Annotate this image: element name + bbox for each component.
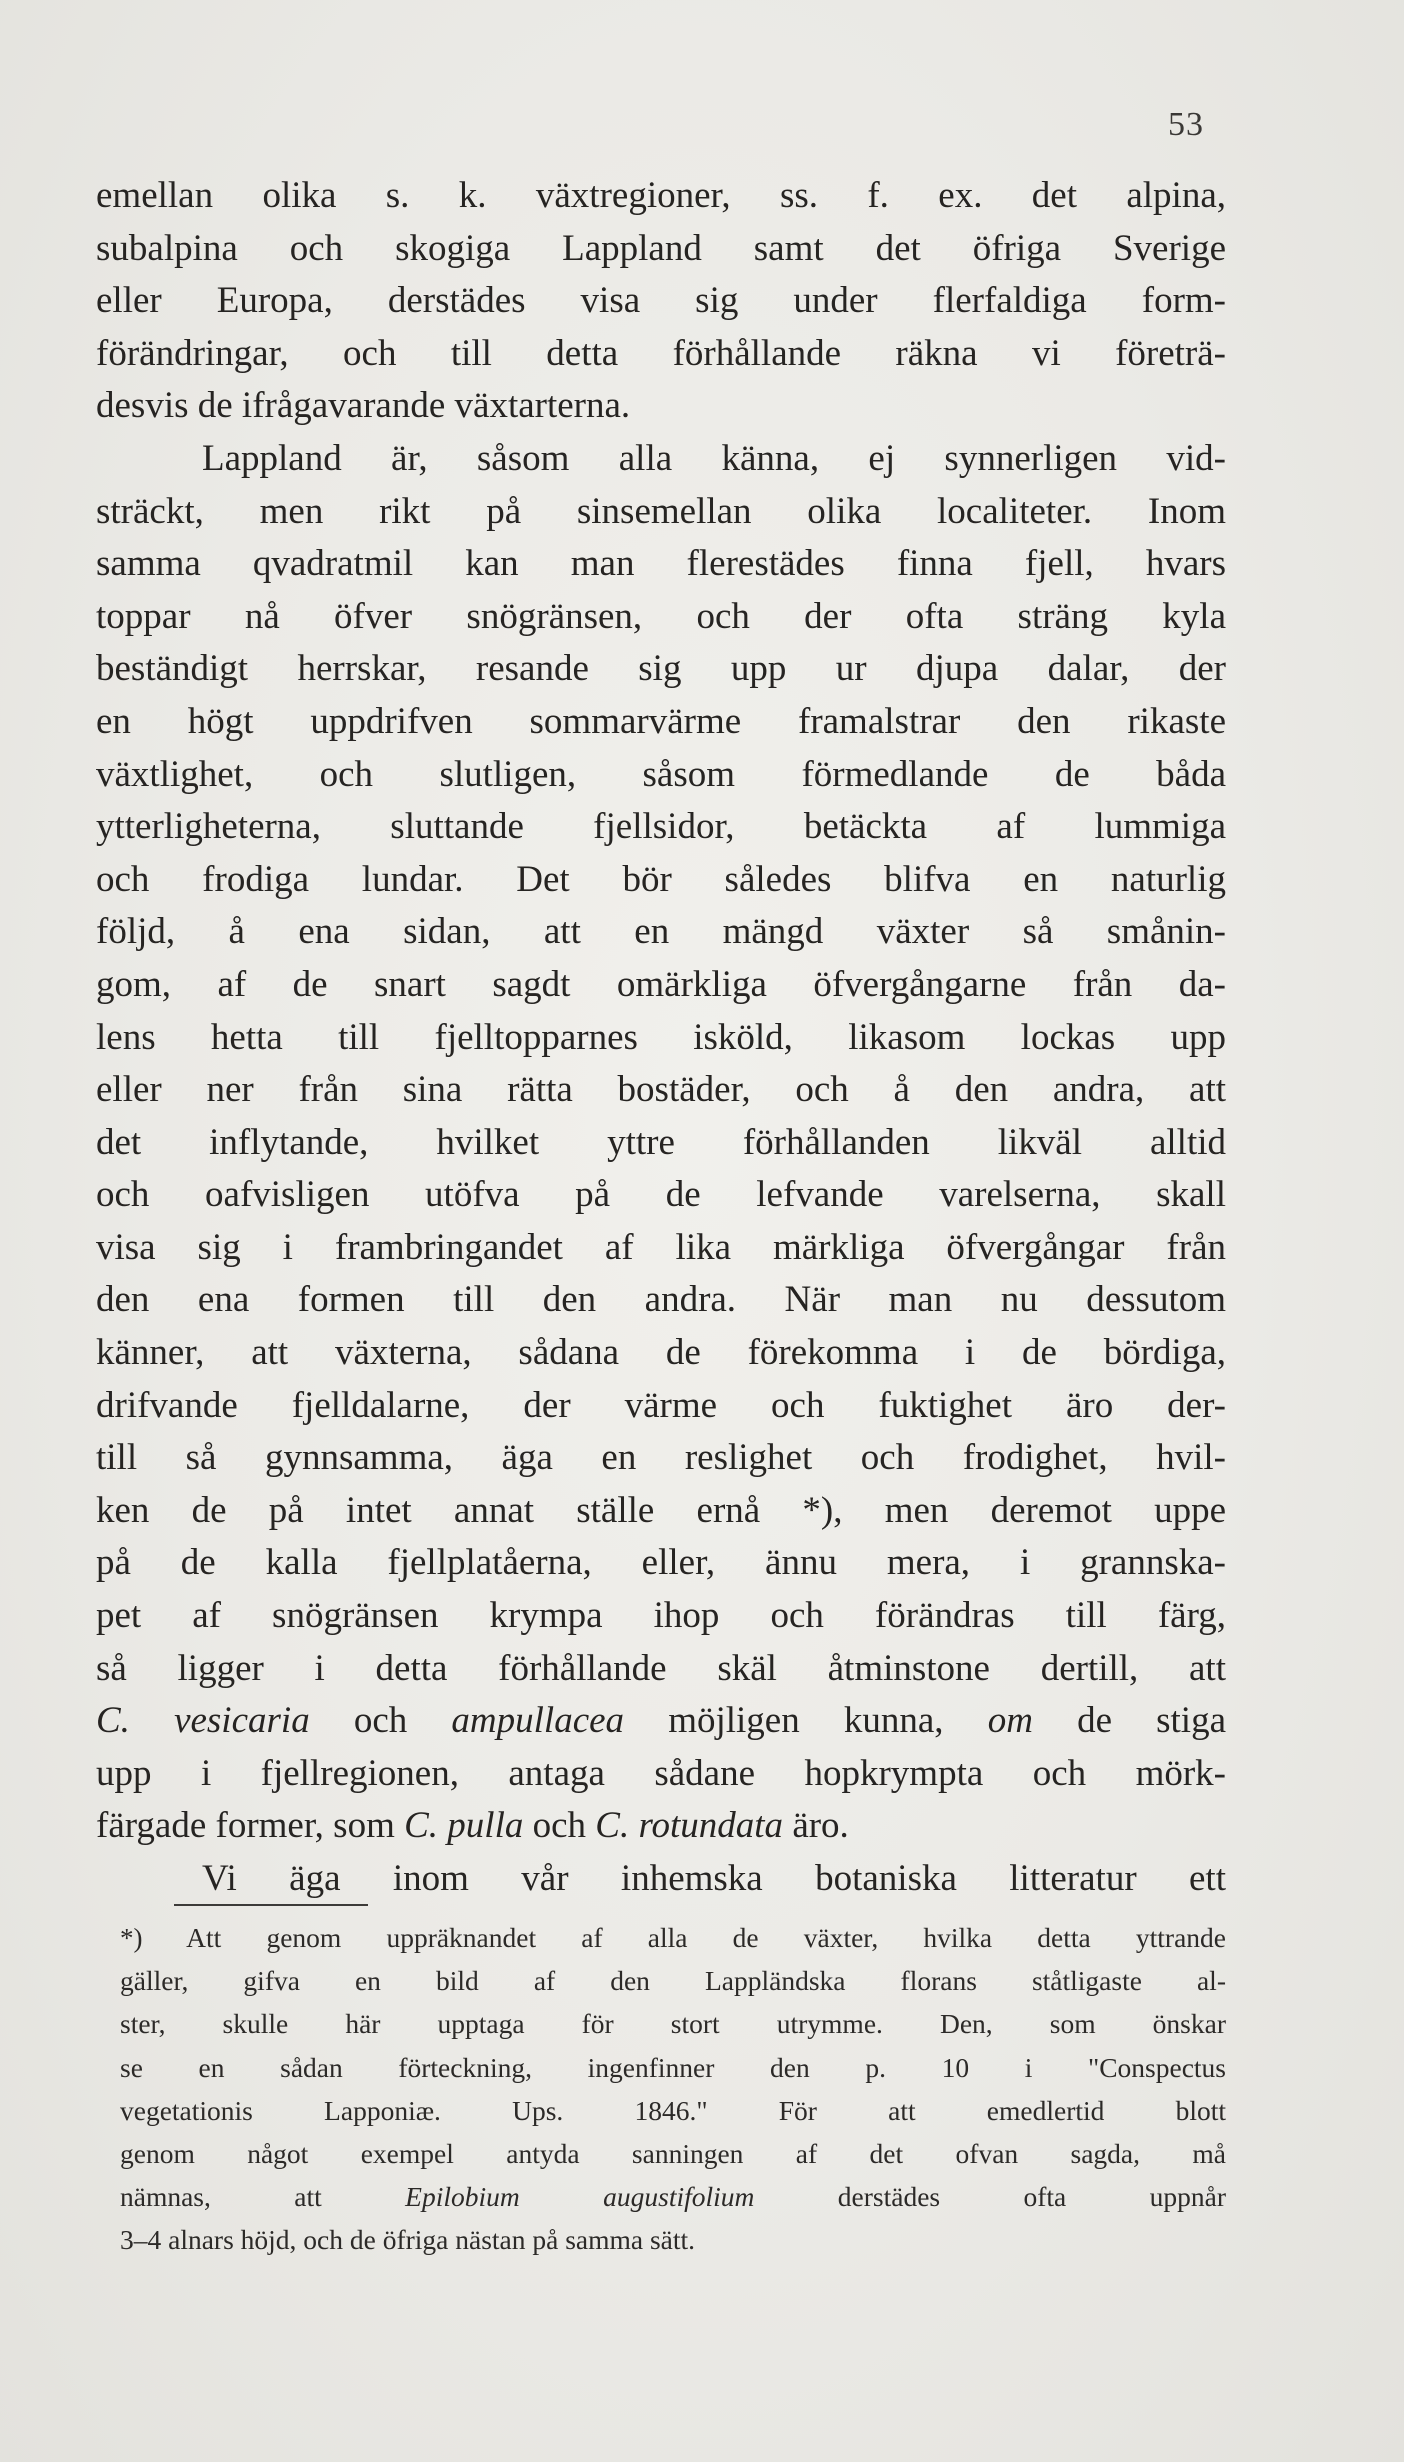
text-line: sträckt, men rikt på sinsemellan olika localiteter. Inom (96, 490, 1226, 532)
page-number: 53 (1168, 106, 1204, 143)
footnote-line: genom något exempel antyda sanningen af det ofvan sagda, må (120, 2137, 1226, 2169)
text-line: följd, å ena sidan, att en mängd växter så smånin- (96, 911, 1226, 953)
footnote-line: se en sådan förteckning, ingenfinner den p. 10 i "Conspectus (120, 2051, 1226, 2083)
text-line: den ena formen till den andra. När man nu dessutom (96, 1279, 1226, 1321)
text-line: ken de på intet annat ställe ernå *), men deremot uppe (96, 1489, 1226, 1531)
text-line: upp i fjellregionen, antaga sådane hopkrympta och mörk- (96, 1752, 1226, 1794)
text-line: känner, att växterna, sådana de förekomma i de bördiga, (96, 1332, 1226, 1374)
text-line: Vi äga inom vår inhemska botaniska litteratur ett (202, 1858, 1226, 1899)
species-name: C. pulla (404, 1805, 524, 1847)
footnote-line: gäller, gifva en bild af den Lappländska florans ståtligaste al- (120, 1965, 1226, 1997)
text-line-species (96, 1695, 1226, 1748)
text-line: så ligger i detta förhållande skäl åtminstone dertill, att (96, 1647, 1226, 1689)
text-line: det inflytande, hvilket yttre förhållanden likväl alltid (96, 1121, 1226, 1163)
text-word: färgade former, som (96, 1805, 395, 1847)
species-name: Epilobium augustifolium (405, 2181, 755, 2213)
text-line: visa sig i frambringandet af lika märkliga öfvergångar från (96, 1226, 1226, 1268)
text-line: subalpina och skogiga Lappland samt det öfriga Sverige (96, 227, 1226, 269)
footnote-line: ster, skulle här upptaga för stort utrymme. Den, som önskar (120, 2008, 1226, 2040)
text-line: gom, af de snart sagdt omärkliga öfvergångarne från da- (96, 963, 1226, 1005)
text-line: pet af snögränsen krympa ihop och förändras till färg, (96, 1595, 1226, 1637)
text-line: emellan olika s. k. växtregioner, ss. f. ex. det alpina, (96, 175, 1226, 216)
footnote-line (120, 1916, 1226, 1959)
text-line: en högt uppdrifven sommarvärme framalstrar den rikaste (96, 700, 1226, 742)
footnote-text: Att genom uppräknandet af alla de växter, hvilka detta yttrande (186, 1922, 1226, 1953)
text-word: derstädes ofta uppnår (837, 2181, 1226, 2213)
text-line: och frodiga lundar. Det bör således blifva en naturlig (96, 858, 1226, 900)
text-word: och (353, 1700, 408, 1742)
footnote-marker: *) (120, 1923, 143, 1953)
footnote (120, 1916, 1226, 2262)
text-line: och oafvisligen utöfva på de lefvande varelserna, skall (96, 1174, 1226, 1216)
species-name: C. vesicaria (96, 1700, 310, 1742)
text-line: drifvande fjelldalarne, der värme och fuktighet äro der- (96, 1384, 1226, 1426)
text-line-species (96, 1800, 1226, 1853)
footnote-divider (174, 1904, 368, 1906)
text-line: desvis de ifrågavarande växtarterna. (96, 385, 631, 427)
footnote-line: 3–4 alnars höjd, och de öfriga nästan på samma sätt. (120, 2224, 696, 2256)
text-line: eller Europa, derstädes visa sig under flerfaldiga form- (96, 280, 1226, 322)
species-name: C. rotundata (595, 1805, 784, 1847)
text-word: de stiga (1077, 1700, 1227, 1742)
text-word: äro. (792, 1805, 849, 1847)
text-line: ytterligheterna, sluttande fjellsidor, betäckta af lummiga (96, 806, 1226, 848)
text-line: samma qvadratmil kan man flerestädes finna fjell, hvars (96, 543, 1226, 585)
text-line: toppar nå öfver snögränsen, och der ofta sträng kyla (96, 595, 1226, 637)
text-word: möjligen kunna, (668, 1700, 944, 1742)
body-text (96, 170, 1226, 1906)
species-name: ampullacea (451, 1700, 625, 1742)
emphasis-word: om (987, 1700, 1033, 1742)
text-line: Lappland är, såsom alla känna, ej synnerligen vid- (202, 437, 1226, 479)
text-word: nämnas, att (120, 2181, 322, 2213)
text-line: växtlighet, och slutligen, såsom förmedlande de båda (96, 753, 1226, 795)
footnote-line-species (120, 2175, 1226, 2218)
text-line: beständigt herrskar, resande sig upp ur djupa dalar, der (96, 648, 1226, 690)
text-line: till så gynnsamma, äga en reslighet och frodighet, hvil- (96, 1437, 1226, 1479)
text-line: på de kalla fjellplatåerna, eller, ännu mera, i grannska- (96, 1542, 1226, 1584)
text-line: förändringar, och till detta förhållande räkna vi företrä- (96, 332, 1226, 374)
footnote-line: vegetationis Lapponiæ. Ups. 1846." För att emedlertid blott (120, 2094, 1226, 2126)
text-word: och (532, 1805, 587, 1847)
text-line: lens hetta till fjelltopparnes isköld, likasom lockas upp (96, 1016, 1226, 1058)
text-line: eller ner från sina rätta bostäder, och å den andra, att (96, 1069, 1226, 1111)
